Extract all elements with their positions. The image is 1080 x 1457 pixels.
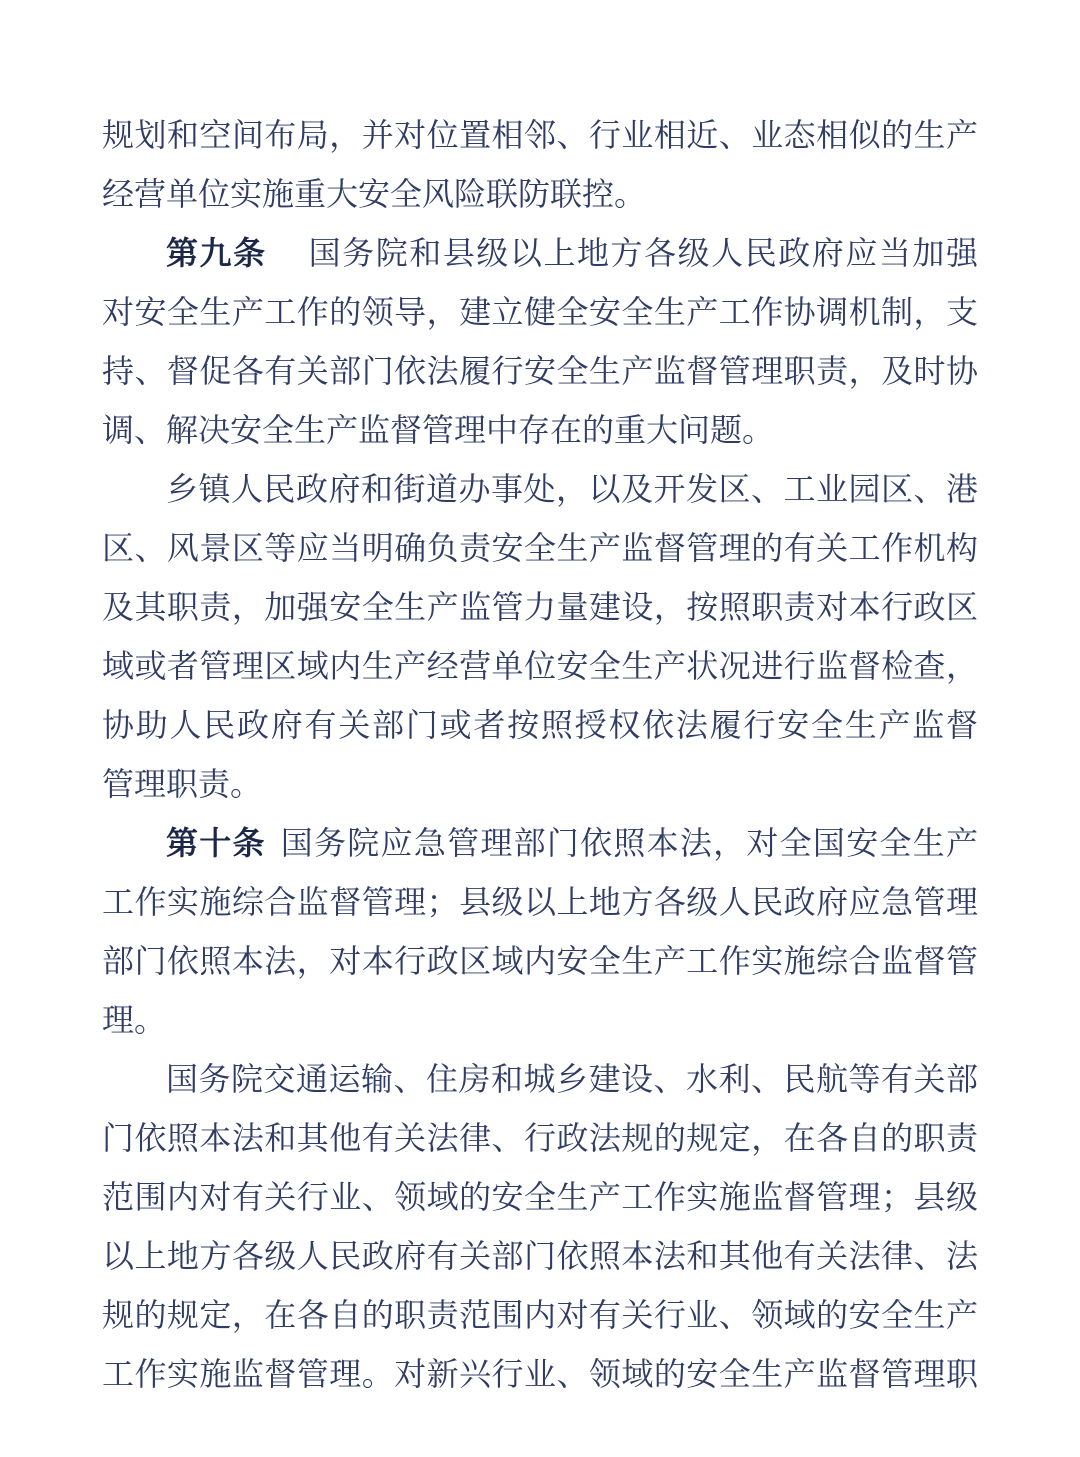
text-line: 工作实施监督管理。对新兴行业、领域的安全生产监督管理职	[102, 1356, 978, 1392]
text-line-paragraph-end: 管理职责。	[102, 766, 263, 802]
text-line-paragraph-start: 乡镇人民政府和街道办事处，以及开发区、工业园区、港	[166, 471, 978, 507]
text-line: 部门依照本法，对本行政区域内安全生产工作实施综合监督管	[102, 943, 978, 979]
article-10-text: 国务院应急管理部门依照本法，对全国安全生产	[280, 825, 978, 861]
article-10-number: 第十条	[166, 825, 266, 861]
text-line: 对安全生产工作的领导，建立健全安全生产工作协调机制，支	[102, 294, 978, 330]
text-line: 以上地方各级人民政府有关部门依照本法和其他有关法律、法	[102, 1238, 978, 1274]
text-line: 规的规定，在各自的职责范围内对有关行业、领域的安全生产	[102, 1297, 978, 1333]
text-line-paragraph-end: 调、解决安全生产监督管理中存在的重大问题。	[102, 412, 775, 448]
text-line-paragraph-start: 国务院交通运输、住房和城乡建设、水利、民航等有关部	[166, 1061, 978, 1097]
text-line: 及其职责，加强安全生产监管力量建设，按照职责对本行政区	[102, 589, 978, 625]
text-line-article-10	[102, 814, 978, 873]
text-line: 门依照本法和其他有关法律、行政法规的规定，在各自的职责	[102, 1120, 978, 1156]
text-line: 规划和空间布局，并对位置相邻、行业相近、业态相似的生产	[102, 117, 978, 153]
text-line: 范围内对有关行业、领域的安全生产工作实施监督管理；县级	[102, 1179, 978, 1215]
text-line: 持、督促各有关部门依法履行安全生产监督管理职责，及时协	[102, 353, 978, 389]
text-line: 域或者管理区域内生产经营单位安全生产状况进行监督检查，	[102, 648, 978, 684]
text-line: 工作实施综合监督管理；县级以上地方各级人民政府应急管理	[102, 884, 978, 920]
text-line: 协助人民政府有关部门或者按照授权依法履行安全生产监督	[102, 707, 978, 743]
text-line-article-9	[102, 224, 978, 283]
text-line: 区、风景区等应当明确负责安全生产监督管理的有关工作机构	[102, 530, 978, 566]
article-9-number: 第九条	[166, 235, 267, 271]
article-9-text: 国务院和县级以上地方各级人民政府应当加强	[308, 235, 978, 271]
text-line-paragraph-end: 经营单位实施重大安全风险联防联控。	[102, 176, 647, 212]
text-line-paragraph-end: 理。	[102, 1002, 167, 1038]
